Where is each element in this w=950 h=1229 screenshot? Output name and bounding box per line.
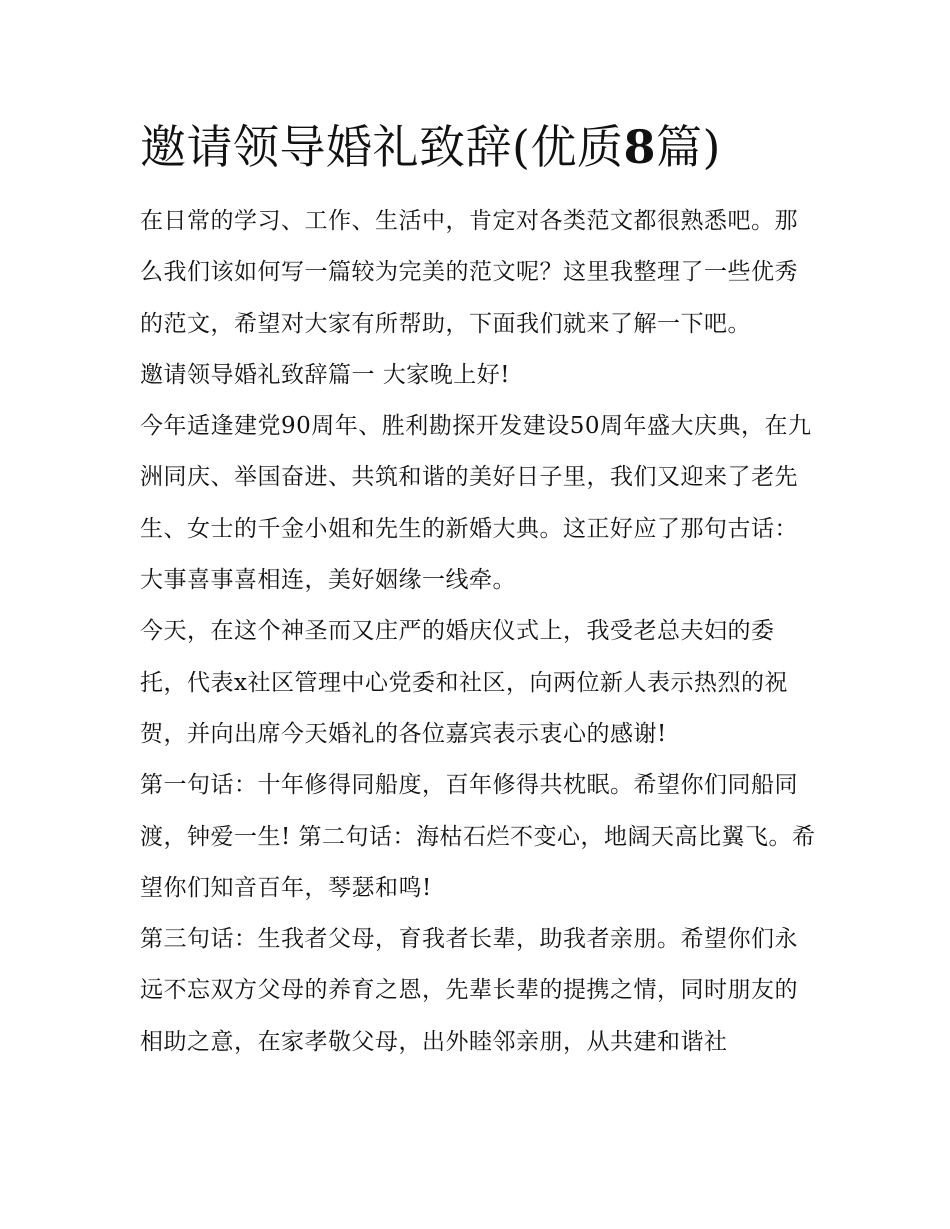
document-body	[140, 196, 820, 1068]
title-prefix: 邀请领导婚礼致辞(优质	[140, 120, 624, 174]
title-suffix: 篇)	[655, 120, 721, 174]
paragraph-intro: 在日常的学习、工作、生活中，肯定对各类范文都很熟悉吧。那么我们该如何写一篇较为完美的范文呢？这里我整理了一些优秀的范文，希望对大家有所帮助，下面我们就来了解一下吧。	[140, 208, 798, 337]
paragraph: 今年适逢建党90周年、胜利勘探开发建设50周年盛大庆典，在九洲同庆、举国奋进、共筑和谐的美好日子里，我们又迎来了老先生、女士的千金小姐和先生的新婚大典。这正好应了那句古话：大事喜事喜相连，美好姻缘一线牵。	[140, 413, 812, 594]
paragraph: 今天，在这个神圣而又庄严的婚庆仪式上，我受老总夫妇的委托，代表x社区管理中心党委和社区，向两位新人表示热烈的祝贺，并向出席今天婚礼的各位嘉宾表示衷心的感谢!	[140, 618, 788, 747]
title-number: 8	[623, 120, 656, 174]
paragraph-section-heading: 邀请领导婚礼致辞篇一 大家晚上好!	[140, 361, 511, 388]
paragraph: 第三句话：生我者父母，育我者长辈，助我者亲朋。希望你们永远不忘双方父母的养育之恩，先辈长辈的提携之情，同时朋友的相助之意，在家孝敬父母，出外睦邻亲朋，从共建和谐社	[140, 926, 798, 1055]
paragraph: 第一句话：十年修得同船度，百年修得共枕眠。希望你们同船同渡，钟爱一生! 第二句话：海枯石烂不变心，地阔天高比翼飞。希望你们知音百年，琴瑟和鸣!	[140, 772, 816, 901]
document-title	[140, 114, 721, 180]
